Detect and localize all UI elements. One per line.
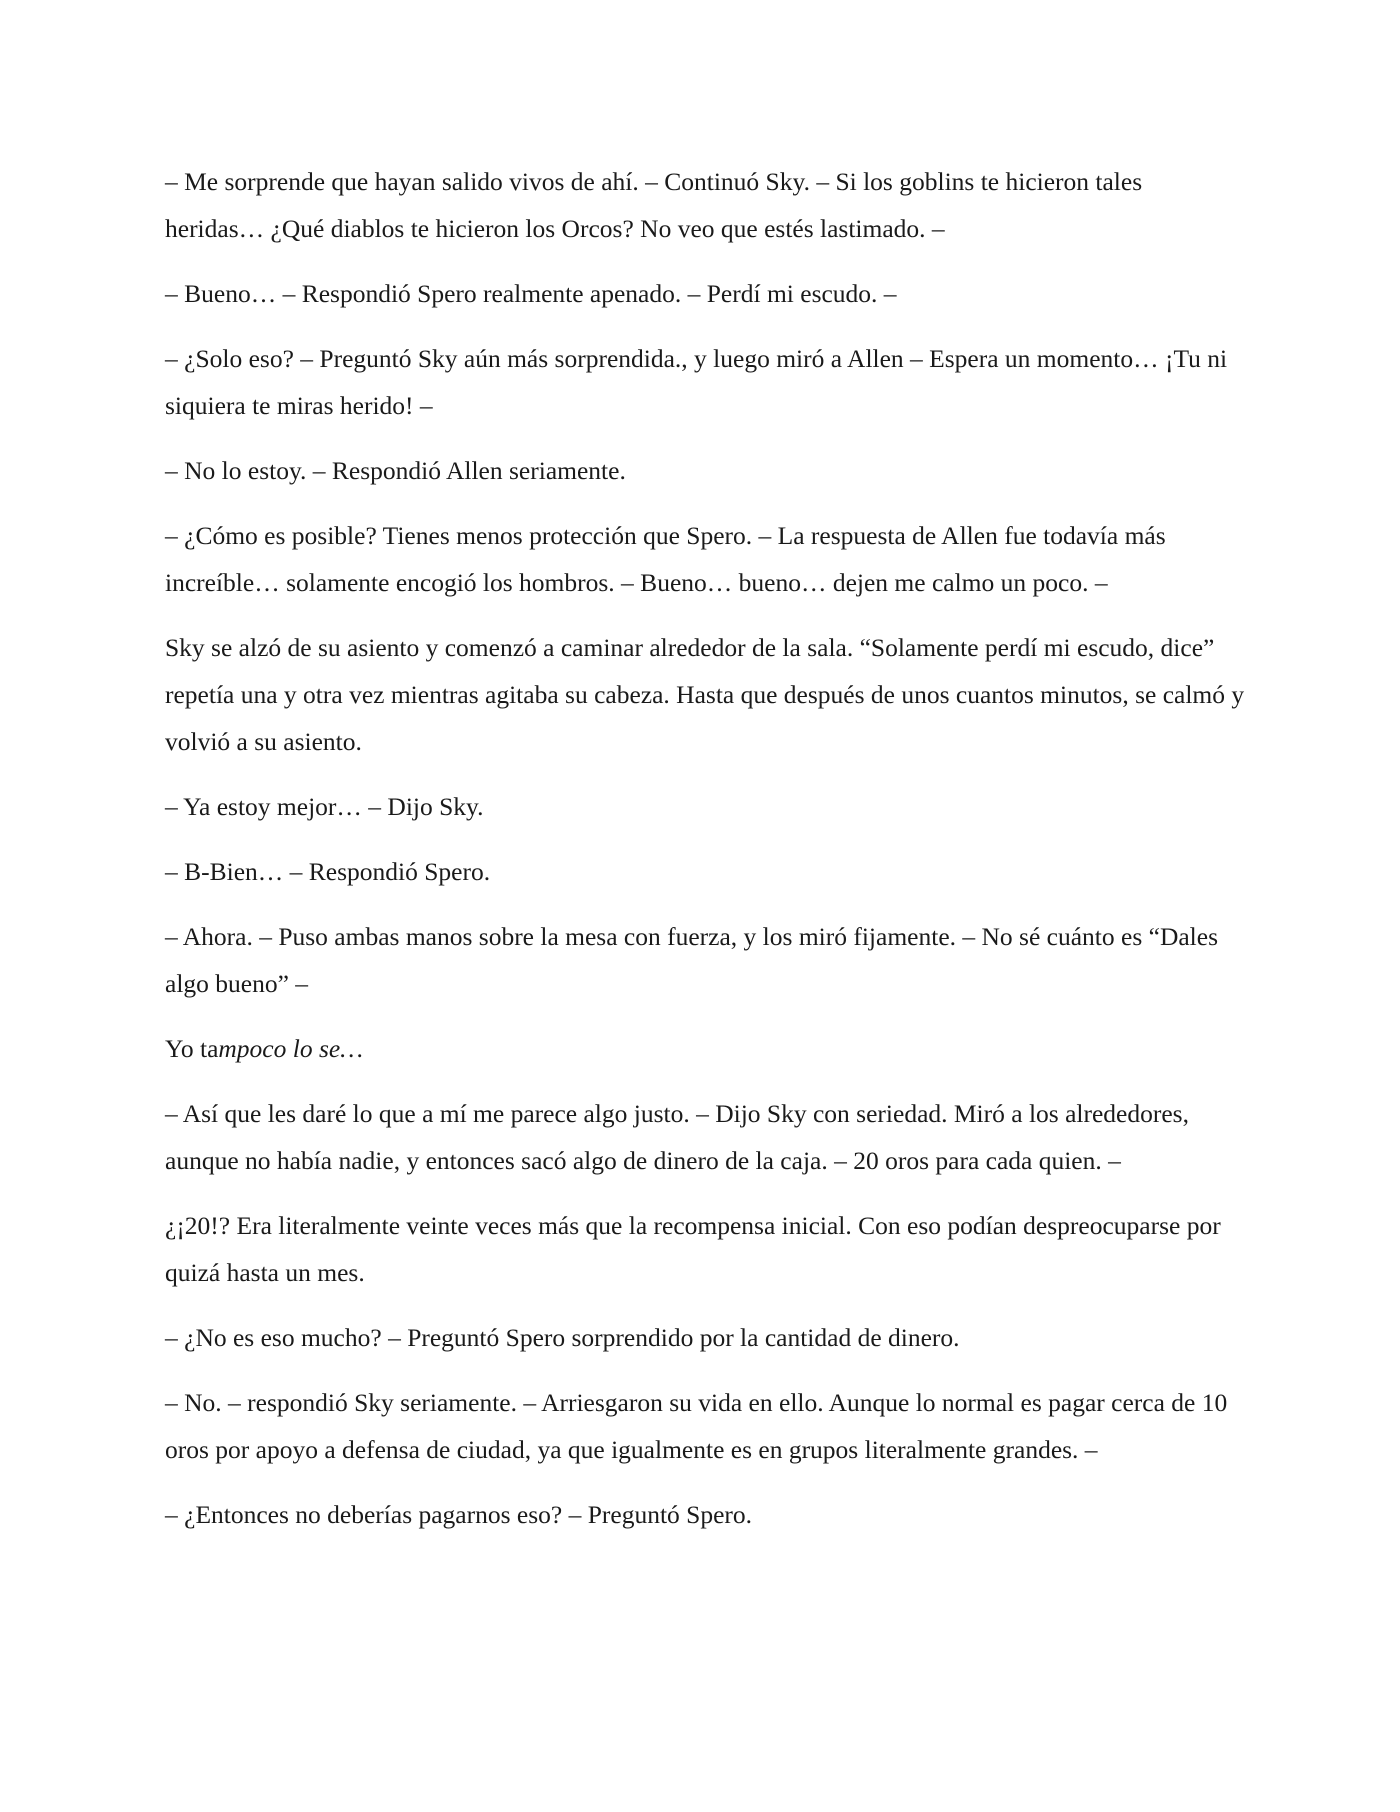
paragraph: – Así que les daré lo que a mí me parece algo justo. – Dijo Sky con seriedad. Miró a los alrededores, aunque no había nadie, y entonces sacó algo de dinero de la caja. – 20 oros para cada quien. – xyxy=(165,1099,1189,1175)
paragraph: ¿¡20!? Era literalmente veinte veces más que la recompensa inicial. Con eso podían despreocuparse por quizá hasta un mes. xyxy=(165,1211,1221,1287)
paragraph: – No lo estoy. – Respondió Allen seriamente. xyxy=(165,456,626,485)
paragraph-mixed-style xyxy=(165,1025,1245,1072)
paragraph: – Ahora. – Puso ambas manos sobre la mesa con fuerza, y los miró fijamente. – No sé cuánto es “Dales algo bueno” – xyxy=(165,922,1219,998)
paragraph: – ¿Cómo es posible? Tienes menos protección que Spero. – La respuesta de Allen fue todavía más increíble… solamente encogió los hombros. – Bueno… bueno… dejen me calmo un poco. – xyxy=(165,521,1166,597)
paragraph: Sky se alzó de su asiento y comenzó a caminar alrededor de la sala. “Solamente perdí mi escudo, dice” repetía una y otra vez mientras agitaba su cabeza. Hasta que después de unos cuantos minutos, se calmó y volvió a su asiento. xyxy=(165,633,1245,756)
paragraph: – Bueno… – Respondió Spero realmente apenado. – Perdí mi escudo. – xyxy=(165,279,897,308)
document-body xyxy=(165,158,1245,1556)
paragraph: – ¿Entonces no deberías pagarnos eso? – Preguntó Spero. xyxy=(165,1500,753,1529)
paragraph: – Me sorprende que hayan salido vivos de ahí. – Continuó Sky. – Si los goblins te hicieron tales heridas… ¿Qué diablos te hicieron los Orcos? No veo que estés lastimado. – xyxy=(165,167,1143,243)
paragraph: – ¿Solo eso? – Preguntó Sky aún más sorprendida., y luego miró a Allen – Espera un momento… ¡Tu ni siquiera te miras herido! – xyxy=(165,344,1228,420)
italic-text-fragment: mpoco lo se… xyxy=(218,1034,363,1063)
paragraph: – ¿No es eso mucho? – Preguntó Spero sorprendido por la cantidad de dinero. xyxy=(165,1323,960,1352)
paragraph: – B-Bien… – Respondió Spero. xyxy=(165,857,491,886)
plain-text-fragment: Yo ta xyxy=(165,1034,219,1063)
paragraph: – Ya estoy mejor… – Dijo Sky. xyxy=(165,792,484,821)
paragraph: – No. – respondió Sky seriamente. – Arriesgaron su vida en ello. Aunque lo normal es pagar cerca de 10 oros por apoyo a defensa de ciudad, ya que igualmente es en grupos literalmente grandes. – xyxy=(165,1388,1228,1464)
